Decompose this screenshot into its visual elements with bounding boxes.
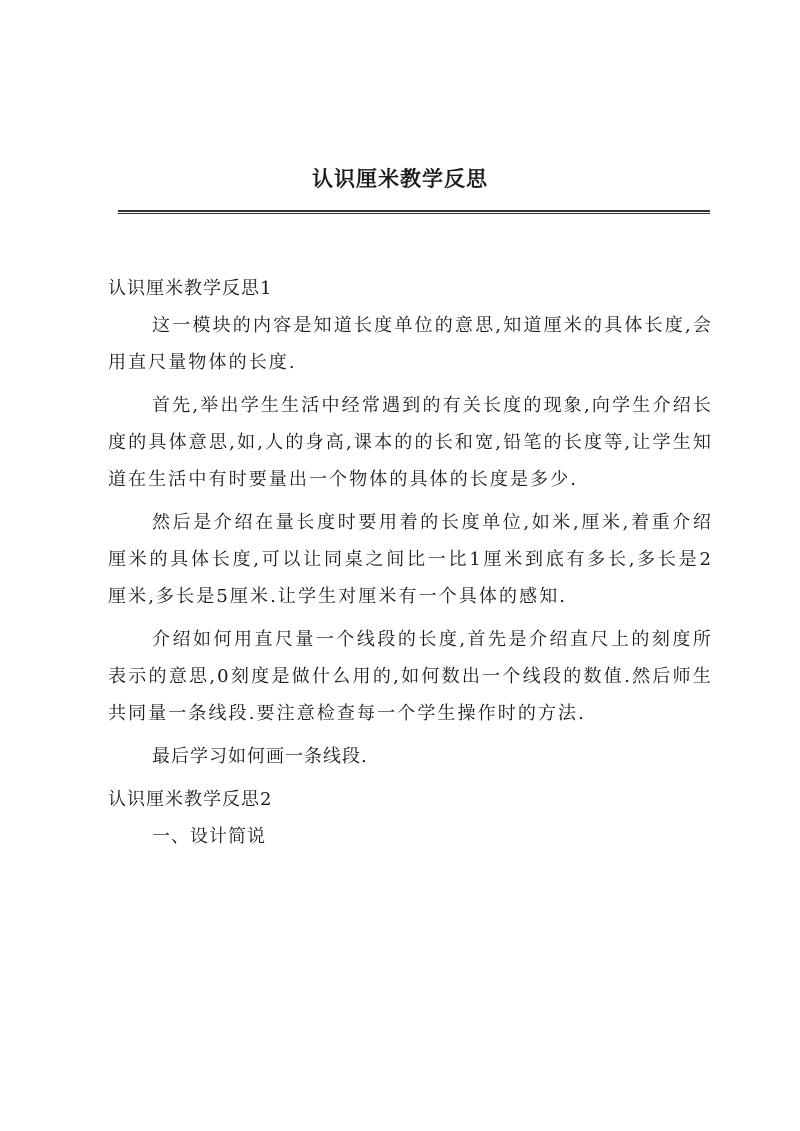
paragraph: 首先,举出学生生活中经常遇到的有关长度的现象,向学生介绍长度的具体意思,如,人的身高,课本的的长和宽,铅笔的长度等,让学生知道在生活中有时要量出一个物体的具体的长度是多少. bbox=[108, 395, 713, 490]
section-heading: 认识厘米教学反思2 bbox=[108, 789, 273, 810]
paragraph: 这一模块的内容是知道长度单位的意思,知道厘米的具体长度,会用直尺量物体的长度. bbox=[108, 315, 713, 373]
title-divider bbox=[118, 210, 710, 214]
page-title: 认识厘米教学反思 bbox=[312, 166, 488, 191]
paragraph: 然后是介绍在量长度时要用着的长度单位,如米,厘米,着重介绍厘米的具体长度,可以让同桌之间比一比1厘米到底有多长,多长是2厘米,多长是5厘米.让学生对厘米有一个具体的感知. bbox=[108, 512, 713, 607]
paragraph: 介绍如何用直尺量一个线段的长度,首先是介绍直尺上的刻度所表示的意思,0刻度是做什么用的,如何数出一个线段的数值.然后师生共同量一条线段.要注意检查每一个学生操作时的方法. bbox=[108, 629, 713, 724]
section-heading: 认识厘米教学反思1 bbox=[108, 278, 273, 299]
paragraph: 最后学习如何画一条线段. bbox=[152, 746, 368, 767]
paragraph: 一、设计简说 bbox=[152, 826, 266, 847]
document-body bbox=[108, 270, 713, 861]
